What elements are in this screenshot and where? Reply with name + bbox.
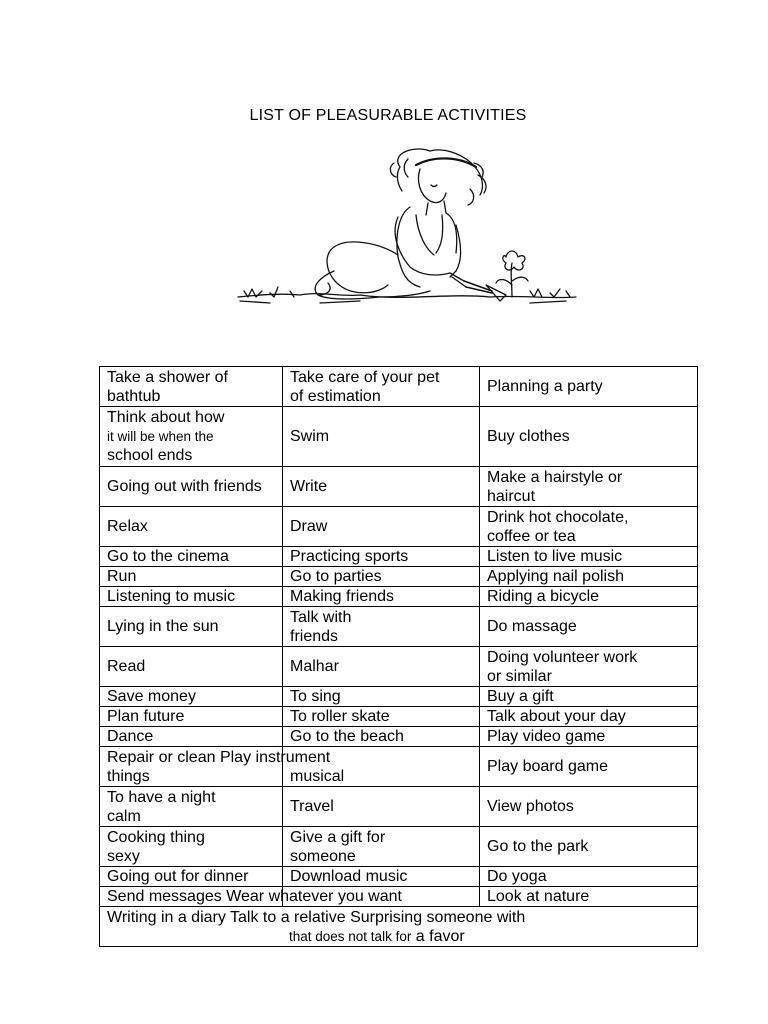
- table-cell: Relax: [100, 507, 283, 547]
- table-cell: Buy clothes: [480, 407, 698, 467]
- table-row: [100, 507, 698, 547]
- table-cell: Play board game: [480, 747, 698, 787]
- table-cell: Repair or clean Play instrument things: [100, 747, 283, 787]
- table-row: [100, 687, 698, 707]
- table-cell: Riding a bicycle: [480, 587, 698, 607]
- table-cell: Download music: [283, 867, 480, 887]
- table-row: [100, 867, 698, 887]
- table-row: [100, 907, 698, 947]
- table-cell: Planning a party: [480, 367, 698, 407]
- table-cell: Take care of your pet of estimation: [283, 367, 480, 407]
- table-cell: Malhar: [283, 647, 480, 687]
- table-cell: Think about how it will be when the school ends: [100, 407, 283, 467]
- table-cell: Talk about your day: [480, 707, 698, 727]
- table-row: [100, 567, 698, 587]
- table-cell: Practicing sports: [283, 547, 480, 567]
- table-cell: Lying in the sun: [100, 607, 283, 647]
- table-cell: To roller skate: [283, 707, 480, 727]
- table-row: [100, 827, 698, 867]
- table-cell: Listening to music: [100, 587, 283, 607]
- table-cell: Make a hairstyle or haircut: [480, 467, 698, 507]
- document-title: LIST OF PLEASURABLE ACTIVITIES: [249, 107, 527, 124]
- table-cell: Plan future: [100, 707, 283, 727]
- table-cell: Send messages Wear whatever you want: [100, 887, 283, 907]
- table-cell: Swim: [283, 407, 480, 467]
- table-row: [100, 367, 698, 407]
- table-cell: Dance: [100, 727, 283, 747]
- table-cell: Go to the park: [480, 827, 698, 867]
- table-row: [100, 407, 698, 467]
- table-cell: Going out for dinner: [100, 867, 283, 887]
- table-cell: Go to the cinema: [100, 547, 283, 567]
- table-cell: Do massage: [480, 607, 698, 647]
- table-row: [100, 727, 698, 747]
- table-row: [100, 887, 698, 907]
- table-cell: Talk with friends: [283, 607, 480, 647]
- table-row: [100, 587, 698, 607]
- table-row: [100, 787, 698, 827]
- table-cell: Write: [283, 467, 480, 507]
- table-cell: Draw: [283, 507, 480, 547]
- table-row: [100, 647, 698, 687]
- activities-table: [99, 366, 698, 947]
- table-row: [100, 707, 698, 727]
- table-cell: Listen to live music: [480, 547, 698, 567]
- table-cell: Go to the beach: [283, 727, 480, 747]
- table-cell: Travel: [283, 787, 480, 827]
- table-cell: Drink hot chocolate, coffee or tea: [480, 507, 698, 547]
- table-cell: Applying nail polish: [480, 567, 698, 587]
- table-cell: Read: [100, 647, 283, 687]
- table-cell: Making friends: [283, 587, 480, 607]
- table-cell: Going out with friends: [100, 467, 283, 507]
- table-cell: Buy a gift: [480, 687, 698, 707]
- table-cell: Cooking thing sexy: [100, 827, 283, 867]
- table-cell: View photos: [480, 787, 698, 827]
- table-cell: Go to parties: [283, 567, 480, 587]
- table-row: [100, 547, 698, 567]
- table-cell: Doing volunteer work or similar: [480, 647, 698, 687]
- table-cell: Give a gift for someone: [283, 827, 480, 867]
- table-cell: Look at nature: [480, 887, 698, 907]
- table-cell: To sing: [283, 687, 480, 707]
- table-row: [100, 747, 698, 787]
- table-cell: To have a night calm: [100, 787, 283, 827]
- woman-gardening-illustration: [230, 145, 580, 315]
- table-cell: musical: [283, 747, 480, 787]
- table-cell: Take a shower of bathtub: [100, 367, 283, 407]
- table-row: [100, 607, 698, 647]
- table-cell: Writing in a diary Talk to a relative Surprising someone with that does not talk for a favor: [100, 907, 698, 947]
- table-row: [100, 467, 698, 507]
- table-cell: Run: [100, 567, 283, 587]
- table-cell: Play video game: [480, 727, 698, 747]
- table-cell: Do yoga: [480, 867, 698, 887]
- table-cell: Save money: [100, 687, 283, 707]
